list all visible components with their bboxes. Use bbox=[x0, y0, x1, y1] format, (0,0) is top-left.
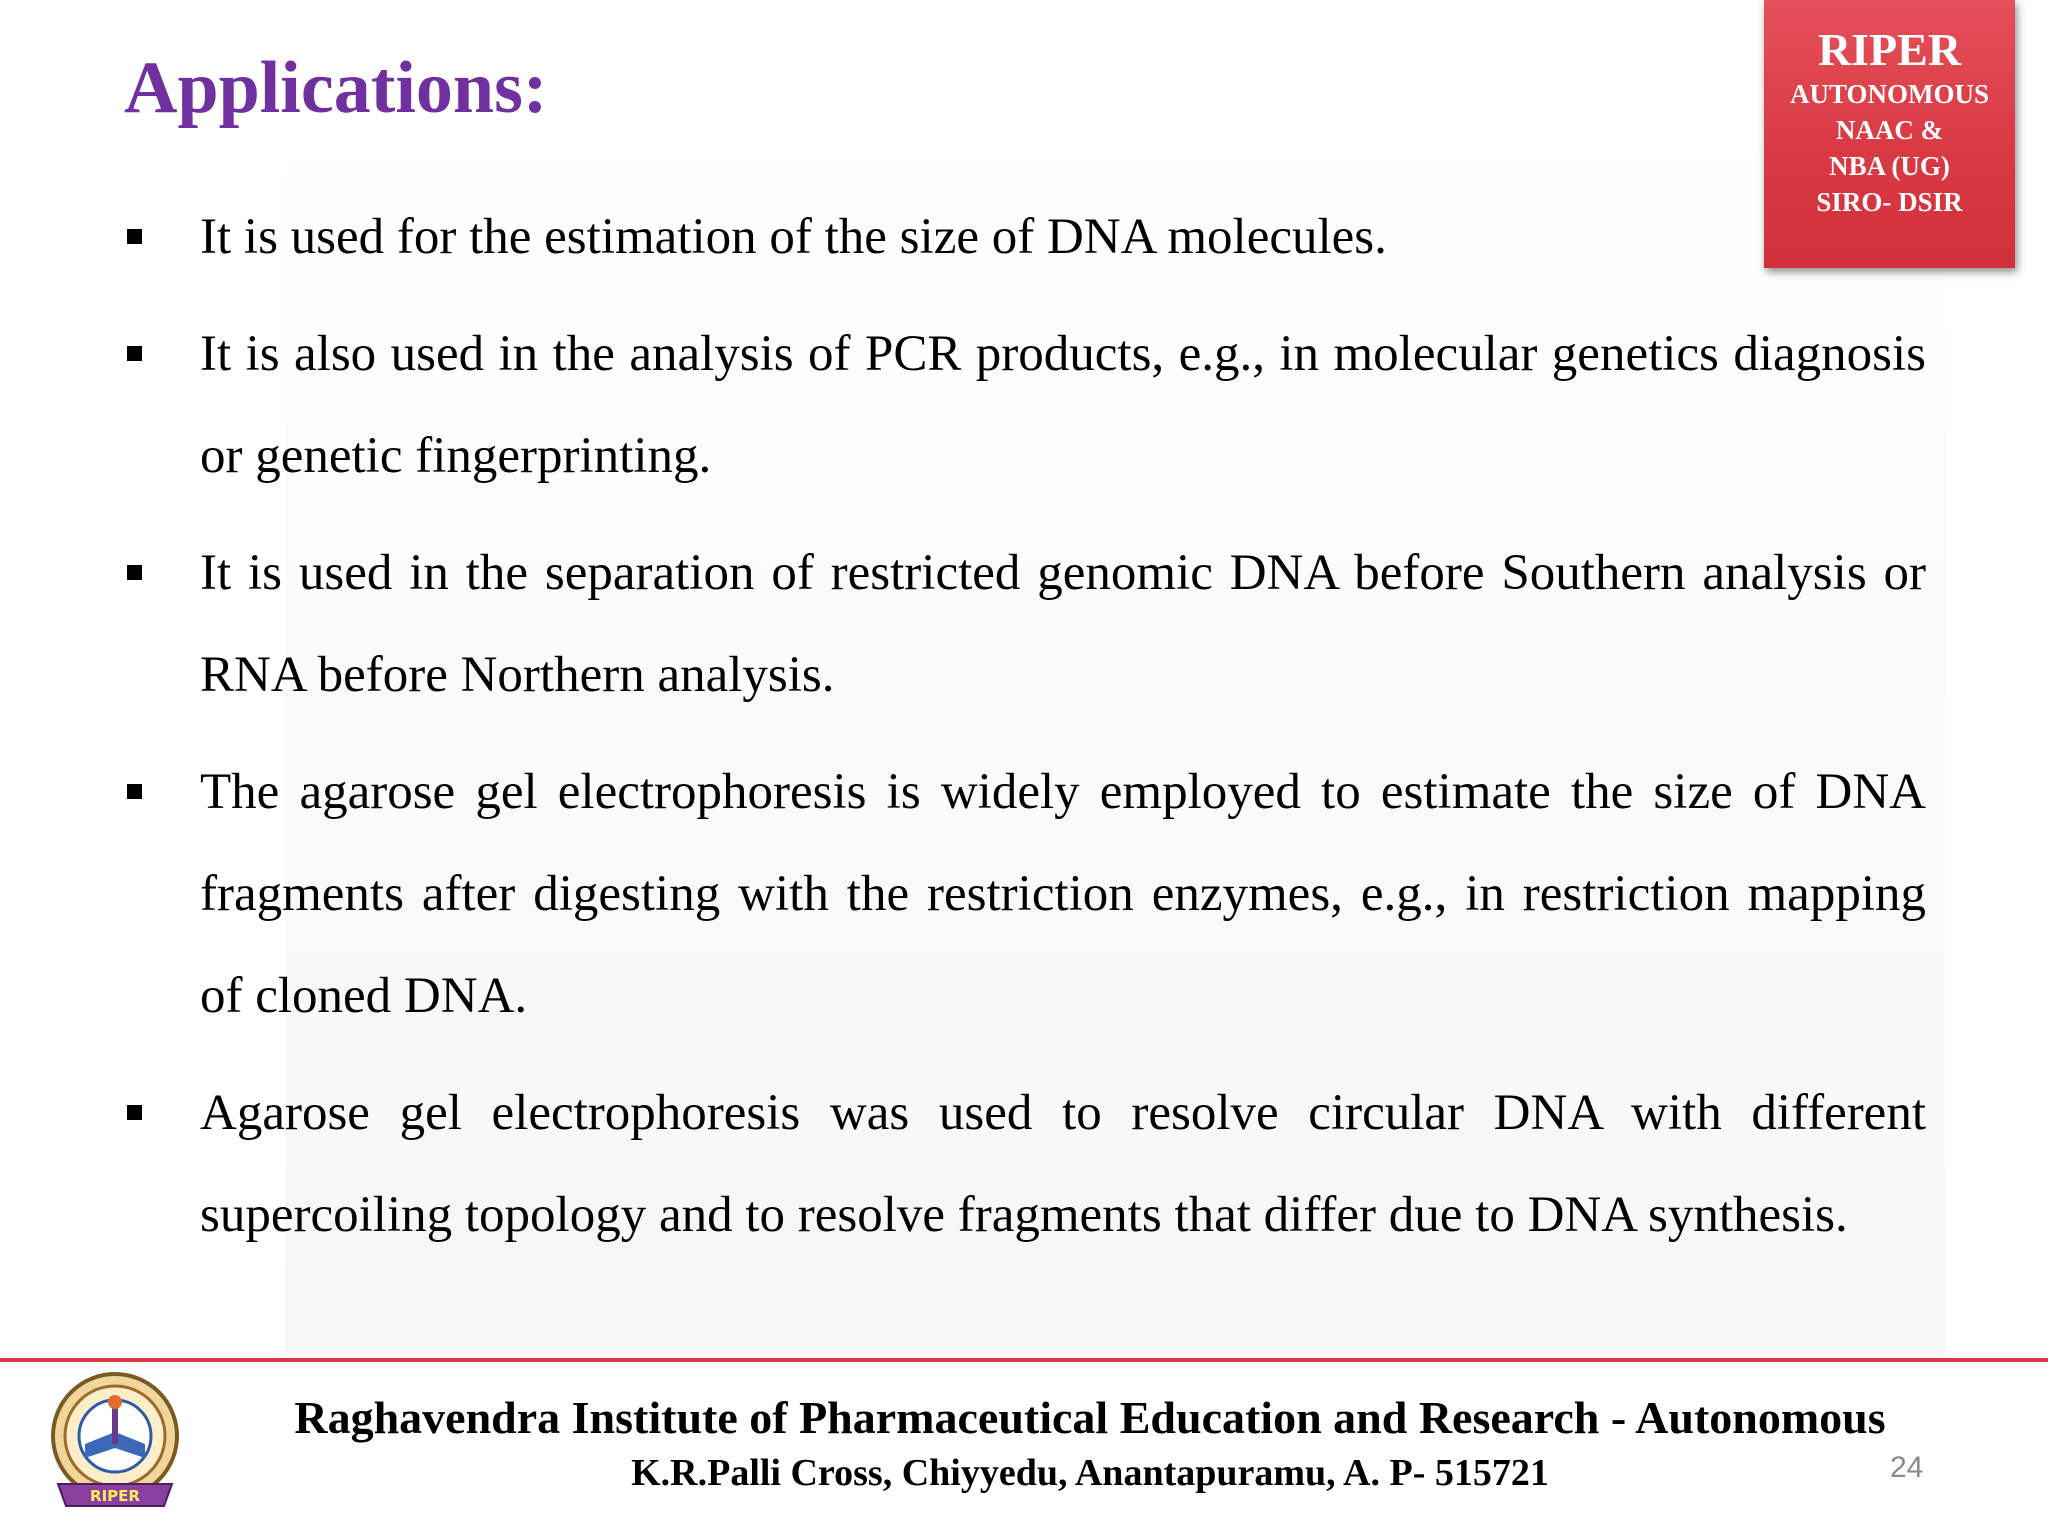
square-bullet-icon bbox=[127, 565, 142, 580]
square-bullet-icon bbox=[127, 346, 142, 361]
bullet-text: It is used for the estimation of the size of DNA molecules. bbox=[200, 209, 1387, 265]
bullet-text: It is also used in the analysis of PCR products, e.g., in molecular genetics diagnosis or genetic fingerprinting. bbox=[200, 326, 1926, 484]
badge-line-naac: NAAC & bbox=[1835, 115, 1944, 145]
bullet-text: Agarose gel electrophoresis was used to resolve circular DNA with different supercoiling topology and to resolve fragments that differ due to DNA synthesis. bbox=[200, 1085, 1926, 1243]
square-bullet-icon bbox=[127, 1105, 142, 1120]
bullet-item bbox=[120, 522, 1926, 726]
badge-line-siro: SIRO- DSIR bbox=[1816, 187, 1963, 217]
bullet-list bbox=[120, 186, 1926, 1281]
badge-line-autonomous: AUTONOMOUS bbox=[1789, 79, 1990, 109]
bullet-item bbox=[120, 1062, 1926, 1266]
page-number: 24 bbox=[1890, 1451, 1924, 1484]
bullet-text: The agarose gel electrophoresis is widely employed to estimate the size of DNA fragments after digesting with the restriction enzymes, e.g., in restriction mapping of cloned DNA. bbox=[200, 764, 1926, 1024]
square-bullet-icon bbox=[127, 784, 142, 799]
slide-title: Applications: bbox=[124, 47, 548, 129]
bullet-item bbox=[120, 303, 1926, 507]
bullet-item bbox=[120, 741, 1926, 1047]
institute-name: Raghavendra Institute of Pharmaceutical Education and Research - Autonomous bbox=[294, 1392, 1886, 1443]
square-bullet-icon bbox=[127, 229, 142, 244]
badge-line-nba: NBA (UG) bbox=[1829, 151, 1950, 181]
bullet-text: It is used in the separation of restricted genomic DNA before Southern analysis or RNA before Northern analysis. bbox=[200, 545, 1926, 703]
svg-text:RIPER: RIPER bbox=[90, 1487, 140, 1505]
bullet-item bbox=[120, 186, 1926, 288]
badge-title: RIPER bbox=[1817, 24, 1962, 75]
institute-address: K.R.Palli Cross, Chiyyedu, Anantapuramu, A. P- 515721 bbox=[631, 1452, 1549, 1494]
institute-seal-icon bbox=[40, 1366, 190, 1526]
footer-divider bbox=[0, 1358, 2048, 1362]
